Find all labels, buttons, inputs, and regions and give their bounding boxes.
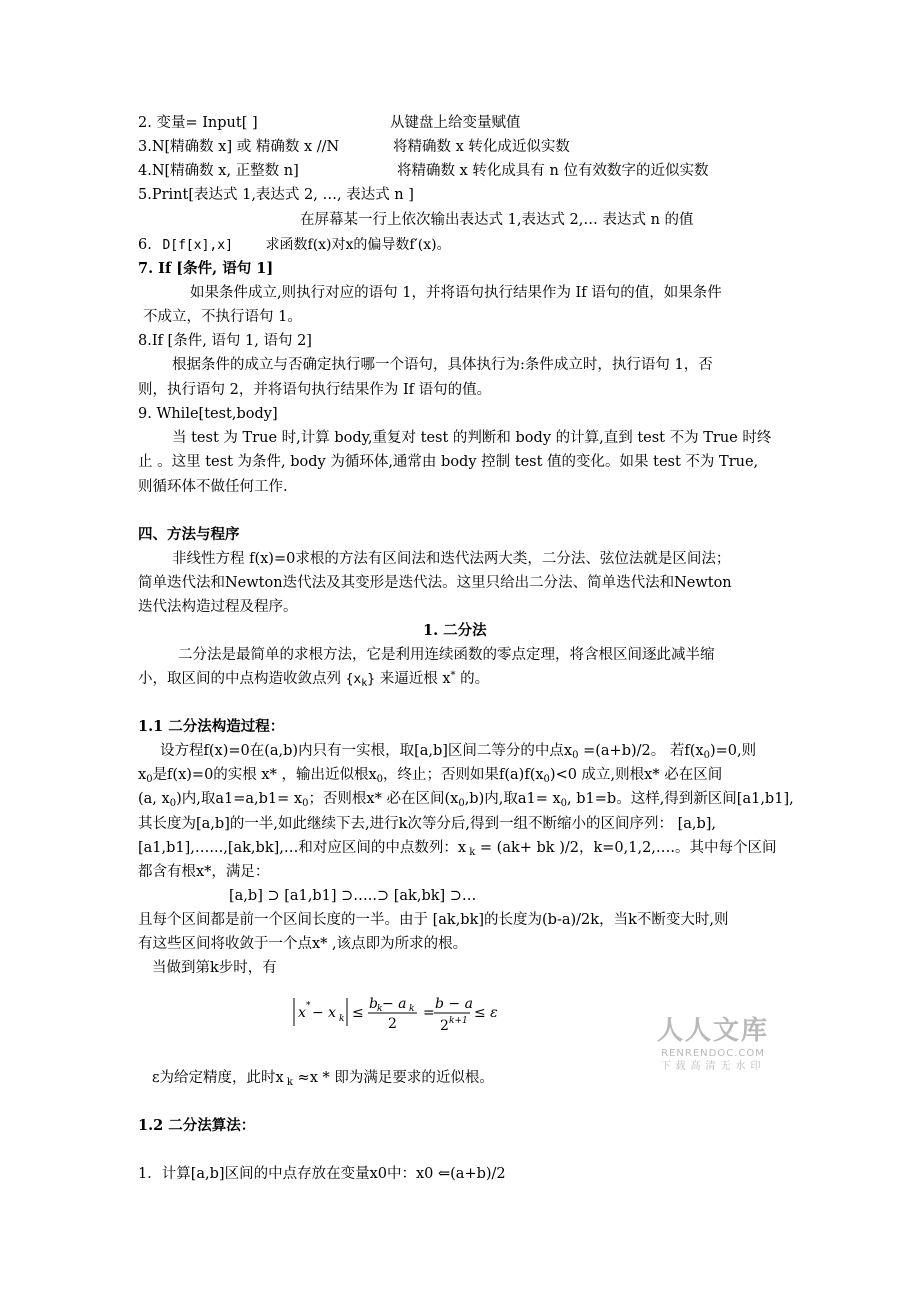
l3d: ,b)内,取a1= x [464, 791, 561, 807]
command-3-syntax: 3.N[精确数 x] 或 精确数 x //N [138, 139, 340, 155]
l2-sub: 0 [146, 774, 153, 785]
construct-line-8: 有这些区间将收敛于一个点x* ,该点即为所求的根。 [138, 936, 468, 952]
f-n1-minus: − a [382, 996, 407, 1012]
subsection-title: 1. 二分法 [423, 622, 487, 639]
command-9-desc-1: 当 test 为 True 时,计算 body,重复对 test 的判断和 body 的计算,直到 test 不为 True 时终 [172, 430, 772, 446]
sequence-sub: k [361, 678, 368, 689]
l3-sub2: 0 [302, 798, 309, 809]
heading-1-2: 1.2 二分法算法： [138, 1117, 256, 1134]
command-7-desc-1: 如果条件成立,则执行对应的语句 1，并将语句执行结果作为 If 语句的值，如果条件 [190, 285, 722, 301]
l1a: 设方程f(x)=0在(a,b)内只有一实根，取[a,b]区间二等分的中点x [160, 743, 573, 759]
l2b: 是f(x)=0的实根 x* ，输出近似根x [152, 767, 377, 783]
command-9-desc-3: 则循环体不做任何工作. [138, 479, 288, 495]
command-3 [138, 138, 570, 156]
command-4 [138, 162, 709, 180]
watermark-url: RENRENDOC.COM [661, 1048, 765, 1059]
l5b: = (ak+ bk )/2，k=0,1,2,….。其中每个区间 [475, 840, 777, 856]
eps-a: ε为给定精度，此时x [152, 1070, 284, 1086]
l3c: ；否则根x* 必在区间(x [308, 791, 459, 807]
l1-sub2: 0 [703, 750, 710, 761]
command-6 [138, 236, 451, 255]
command-7-desc-2: 不成立，不执行语句 1。 [143, 309, 302, 325]
section-para-3: 迭代法构造过程及程序。 [138, 599, 298, 615]
construct-line-3 [138, 790, 794, 808]
command-9-desc-2: 止 。这里 test 为条件, body 为循环体,通常由 body 控制 test 值的变化。如果 test 不为 True, [138, 454, 759, 470]
command-3-desc: 将精确数 x 转化成近似实数 [393, 139, 570, 155]
l1-sub: 0 [572, 750, 579, 761]
construct-line-6: 都含有根x*，满足： [138, 864, 270, 880]
intro-text-a: 小，取区间的中点构造收敛点列 [138, 671, 341, 687]
section-para-1: 非线性方程 f(x)=0求根的方法有区间法和迭代法两大类，二分法、弦位法就是区间法； [172, 551, 731, 567]
command-8-desc-2: 则，执行语句 2，并将语句执行结果作为 If 语句的值。 [138, 382, 492, 398]
command-5: 5.Print[表达式 1,表达式 2, …, 表达式 n ] [138, 187, 414, 203]
construct-line-7: 且每个区间都是前一个区间长度的一半。由于 [ak,bk]的长度为(b-a)/2k，当k不断变大时,则 [138, 912, 729, 928]
command-4-desc: 将精确数 x 转化成具有 n 位有效数字的近似实数 [397, 163, 709, 179]
l3-sub3: 0 [458, 798, 465, 809]
l2-sub3: 0 [543, 774, 550, 785]
f-minus-x: − x [312, 1005, 337, 1021]
sequence-open: {x [345, 672, 362, 687]
command-6-number: 6. [138, 237, 152, 253]
f-n1-ak: k [409, 1004, 415, 1014]
eps-b: ≈x * 即为满足要求的近似根。 [292, 1070, 494, 1086]
construct-line-5 [138, 839, 777, 857]
l2c: ，终止；否则如果f(a)f(x [383, 767, 544, 783]
command-2 [138, 114, 521, 132]
command-4-syntax: 4.N[精确数 x, 正整数 n] [138, 163, 299, 179]
section-heading: 四、方法与程序 [138, 526, 240, 543]
command-7: 7. If [条件, 语句 1] [138, 260, 274, 277]
construct-line-2 [138, 766, 722, 784]
l2-sub2: 0 [376, 774, 383, 785]
f-star: * [306, 1001, 311, 1011]
eps-sub: k [283, 1077, 293, 1088]
watermark-slogan: 下载高清无水印 [660, 1061, 766, 1072]
f-n1-b: b [369, 996, 378, 1012]
command-6-code: D[f[x],x] [162, 238, 233, 253]
f-x: x [298, 1005, 306, 1021]
l5a: [a1,b1],…...,[ak,bk],…和对应区间的中点数列：x [138, 840, 467, 856]
l3-sub: 0 [169, 798, 177, 809]
intro-text-b: 来逼近根 x [379, 671, 451, 687]
l2d: )<0 成立,则根x* 必在区间 [549, 767, 723, 783]
sequence-notation [346, 672, 376, 687]
command-9: 9. While[test,body] [138, 406, 278, 422]
f-le: ≤ [352, 1005, 364, 1021]
algorithm-step-1: 1．计算[a,b]区间的中点存放在变量x0中：x0 ⇐(a+b)/2 [138, 1166, 506, 1182]
l3-sub4: 0 [560, 798, 568, 809]
intro-line-2 [138, 670, 489, 689]
watermark-title: 人人文库 [656, 1016, 769, 1046]
f-eq: = [423, 1005, 435, 1021]
l1c: )=0,则 [709, 743, 757, 759]
epsilon-line [152, 1069, 494, 1087]
command-2-desc: 从键盘上给变量赋值 [390, 115, 521, 131]
sequence-close: } [367, 672, 376, 687]
error-bound-formula [292, 992, 502, 1036]
construct-line-4: 其长度为[a,b]的一半,如此继续下去,进行k次等分后,得到一组不断缩小的区间序列： [a,b], [138, 816, 717, 832]
l3b: )内,取a1=a,b1= x [176, 791, 303, 807]
f-n2: b − a [435, 996, 473, 1012]
f-d1: 2 [388, 1016, 397, 1032]
interval-chain: [a,b] ⊃ [a1,b1] ⊃…..⊃ [ak,bk] ⊃… [229, 888, 477, 904]
intro-text-c: 的。 [455, 671, 490, 687]
f-d2: 2 [440, 1018, 449, 1034]
f-k: k [339, 1014, 345, 1024]
section-para-2: 简单迭代法和Newton迭代法及其变形是迭代法。这里只给出二分法、简单迭代法和Newton [138, 575, 732, 591]
l3a: (a, x [138, 791, 170, 807]
command-5-desc: 在屏幕某一行上依次输出表达式 1,表达式 2,… 表达式 n 的值 [300, 212, 694, 228]
watermark [648, 1015, 778, 1074]
intro-line-1: 二分法是最简单的求根方法，它是利用连续函数的零点定理，将含根区间逐此减半缩 [178, 647, 715, 663]
l1b: =(a+b)/2。 若f(x [578, 743, 704, 759]
command-8: 8.If [条件, 语句 1, 语句 2] [138, 333, 312, 349]
f-n1-bk: k [377, 1004, 383, 1014]
l5-sub: k [466, 847, 476, 858]
l2a: x [138, 767, 147, 783]
construct-line-1 [160, 742, 756, 760]
command-6-desc: 求函数f(x)对x的偏导数f′(x)。 [265, 237, 451, 253]
f-le-eps: ≤ ε [474, 1005, 498, 1021]
f-d2-exp: k+1 [449, 1016, 468, 1026]
l3e: , b1=b。这样,得到新区间[a1,b1], [567, 791, 794, 807]
root-star: * [450, 670, 456, 681]
command-8-desc-1: 根据条件的成立与否确定执行哪一个语句，具体执行为:条件成立时，执行语句 1，否 [172, 357, 713, 373]
construct-line-9: 当做到第k步时，有 [152, 960, 277, 976]
command-2-syntax: 2. 变量= Input[ ] [138, 115, 258, 131]
heading-1-1: 1.1 二分法构造过程： [138, 718, 285, 735]
